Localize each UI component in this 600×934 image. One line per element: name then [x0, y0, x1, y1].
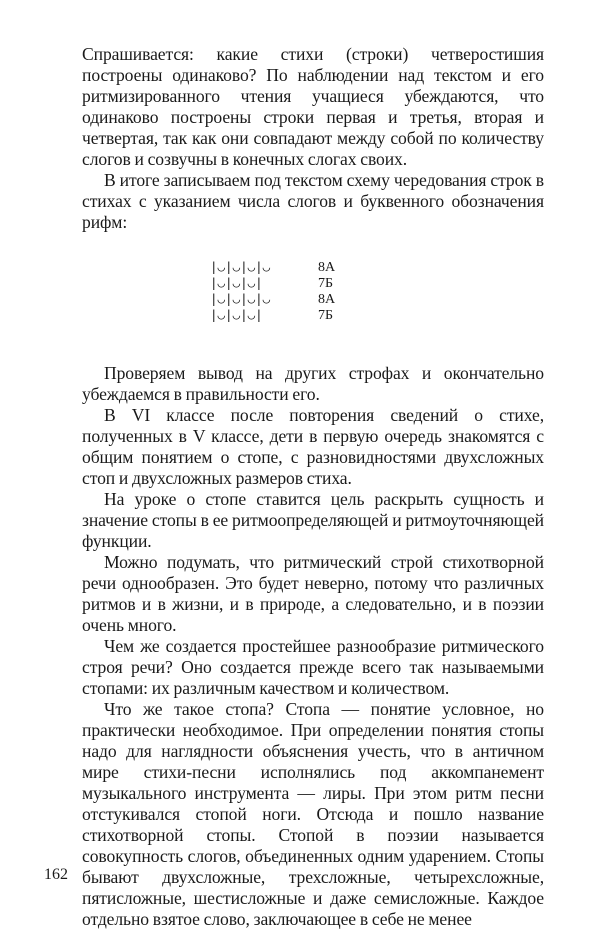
scheme-rhyme: 8А [318, 260, 336, 275]
page-number: 162 [44, 866, 68, 883]
scheme-row [210, 275, 544, 291]
page-body [82, 44, 544, 930]
scheme-marks: |◡|◡|◡|◡ [210, 291, 271, 306]
paragraph-check: Проверяем вывод на других строфах и окончательно убеждаемся в правильности его. [82, 363, 544, 404]
rhythm-scheme [210, 259, 544, 323]
scheme-rhyme: 8А [318, 292, 336, 307]
paragraph-sixth-grade: В VI классе после повторения сведений о стихе, полученных в V классе, дети в первую очередь знакомятся с общим понятием о стопе, с разновидностями двухсложных стоп и двухсложных размеров стиха. [82, 405, 544, 488]
paragraph-lesson-goal: На уроке о стопе ставится цель раскрыть сущность и значение стопы в ее ритмоопределяющей и ритмоуточняющей функции. [82, 489, 544, 551]
paragraph-question: Спрашивается: какие стихи (строки) четверостишия построены одинаково? По наблюдении над текстом и его ритмизированного чтения учащиеся убеждаются, что одинаково построены строки первая и третья, вторая и четвертая, так как они совпадают между собой по количеству слогов и созвучны в конечных слогах своих. [82, 44, 544, 169]
paragraph-rhythm-variety: Можно подумать, что ритмический строй стихотворной речи однообразен. Это будет неверно, потому что различных ритмов и в жизни, и в природе, а следовательно, и в поэзии очень много. [82, 552, 544, 635]
scheme-row [210, 259, 544, 275]
paragraph-foot-definition: Что же такое стопа? Стопа — понятие условное, но практически необходимое. При определении понятия стопы надо для наглядности объяснения учесть, что в античном мире стихи-песни исполнялись под аккомпанемент музыкального инструмента — лиры. При этом ритм песни отстукивался стопой ноги. Отсюда и пошло название стихотворной стопы. Стопой в поэзии называется совокупность слогов, объединенных одним ударением. Стопы бывают двухсложные, трехсложные, четырехсложные, пятисложные, шестисложные и даже семисложные. Каждое отдельно взятое слово, заключающее в себе не менее [82, 699, 544, 929]
scheme-marks: |◡|◡|◡| [210, 275, 263, 290]
paragraph-feet-question: Чем же создается простейшее разнообразие ритмического строя речи? Оно создается прежде всего так называемыми стопами: их различным качеством и количеством. [82, 636, 544, 698]
scheme-rhyme: 7Б [318, 308, 334, 323]
paragraph-scheme-intro: В итоге записываем под текстом схему чередования строк в стихах с указанием числа слогов и буквенного обозначения рифм: [82, 170, 544, 232]
scheme-row [210, 291, 544, 307]
scheme-rhyme: 7Б [318, 276, 334, 291]
scheme-marks: |◡|◡|◡|◡ [210, 259, 271, 274]
scheme-marks: |◡|◡|◡| [210, 307, 263, 322]
scheme-row [210, 307, 544, 323]
